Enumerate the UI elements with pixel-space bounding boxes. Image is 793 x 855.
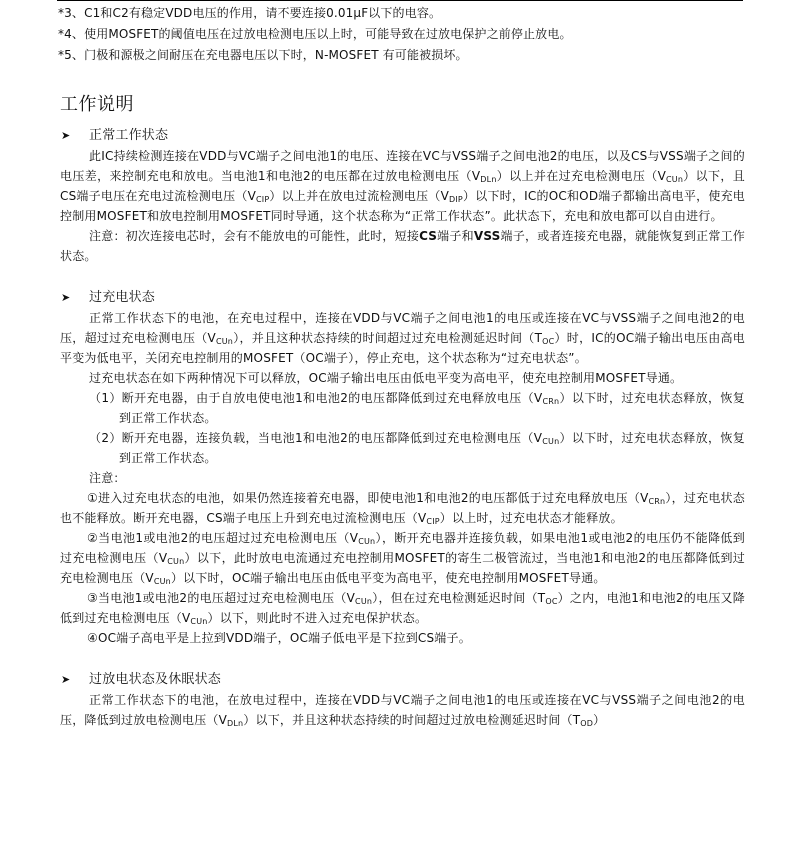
overcharge-note-2: ②当电池1或电池2的电压超过过充电检测电压$(V_{CUn})$，断开充电器并连接负载，如果电池1或电池2的电压仍不能降低到过充电检测电压$(V_{CUn})$以下，此时放电电流通过充电控制用MOSFET的寄生二极管流过，当电池1和电池2的电压都降低到过充电检测电压$(V_{CUn})$以下时，OC端子输出电压由低电平变为高电平，使充电控制用MOSFET导通。 (60, 531, 745, 586)
overcharge-paragraph: 正常工作状态下的电池，在充电过程中，连接在VDD与VC端子之间电池1的电压或连接在VC与VSS端子之间电池2的电压，超过过充电检测电压$(V_{CUn})$，并且这种状态持续的时间超过过充电检测延迟时间$(T_{OC})$时，IC的OC端子输出电压由高电平变为低电平，关闭充电控制用的MOSFET（OC端子），停止充电，这个状态称为“过充电状态”。 (60, 311, 745, 365)
heading-overdischarge-state: ➤ 过放电状态及休眠状态 (60, 670, 745, 690)
release-item-2: （2）断开充电器，连接负载，当电池1和电池2的电压都降低到过充电检测电压$(V_{CUn})$以下时，过充电状态释放，恢复到正常工作状态。 (89, 431, 745, 465)
release-item-1: （1）断开充电器，由于自放电使电池1和电池2的电压都降低到过充电释放电压$(V_{CRn})$以下时，过充电状态释放，恢复到正常工作状态。 (89, 391, 745, 425)
footnotes (58, 3, 748, 66)
section-title: 工作说明 (60, 94, 134, 115)
overdischarge-paragraph: 正常工作状态下的电池，在放电过程中，连接在VDD与VC端子之间电池1的电压或连接在VC与VSS端子之间电池2的电压，降低到过放电检测电压$(V_{DLn})$以下，并且这种状态持续的时间超过过放电检测延迟时间$(T_{OD})$ (60, 693, 745, 728)
overcharge-release-paragraph: 过充电状态在如下两种情况下可以释放，OC端子输出电压由低电平变为高电平，使充电控制用MOSFET导通。 (89, 371, 683, 385)
arrow-right-icon: ➤ (61, 673, 71, 686)
footnote-3: *3、C1和C2有稳定VDD电压的作用，请不要连接0.01μF以下的电容。 (58, 6, 442, 20)
footnote-4: *4、使用MOSFET的阈值电压在过放电检测电压以上时，可能导致在过放电保护之前停止放电。 (58, 27, 572, 41)
overcharge-note-3: ③当电池1或电池2的电压超过过充电检测电压$(V_{CUn})$，但在过充电检测延迟时间$(T_{OC})$之内，电池1和电池2的电压又降低到过充电检测电压$(V_{CUn})$以下，则此时不进入过充电保护状态。 (60, 591, 745, 626)
normal-note: 注意：初次连接电芯时，会有不能放电的可能性，此时，短接CS端子和VSS端子，或者连接充电器，就能恢复到正常工作状态。 (60, 229, 745, 263)
heading-overcharge-state: ➤ 过充电状态 (60, 288, 745, 308)
heading-normal-state: ➤ 正常工作状态 (60, 126, 745, 146)
arrow-right-icon: ➤ (61, 291, 71, 304)
normal-paragraph: 此IC持续检测连接在VDD与VC端子之间电池1的电压、连接在VC与VSS端子之间电池2的电压，以及CS与VSS端子之间的电压差，来控制充电和放电。当电池1和电池2的电压都在过放电检测电压$(V_{DLn})$以上并在过充电检测电压$(V_{CUn})$以下，且CS端子电压在充电过流检测电压$(V_{CIP})$以上并在放电过流检测电压$(V_{DIP})$以下时，IC的OC和OD端子都输出高电平，使充电控制用MOSFET和放电控制用MOSFET同时导通，这个状态称为“正常工作状态”。此状态下，充电和放电都可以自由进行。 (60, 149, 745, 223)
section-body (60, 125, 745, 730)
overcharge-note-4: ④OC端子高电平是上拉到VDD端子，OC端子低电平是下拉到CS端子。 (87, 631, 471, 645)
top-rule (57, 0, 743, 1)
overcharge-note-label: 注意： (89, 471, 126, 485)
overcharge-note-1: ①进入过充电状态的电池，如果仍然连接着充电器，即使电池1和电池2的电压都低于过充电释放电压$(V_{CRn})$，过充电状态也不能释放。断开充电器，CS端子电压上升到充电过流检测电压$(V_{CIP})$以上时，过充电状态才能释放。 (60, 491, 745, 526)
footnote-5: *5、门极和源极之间耐压在充电器电压以下时，N-MOSFET 有可能被损坏。 (58, 48, 468, 62)
arrow-right-icon: ➤ (61, 129, 71, 142)
